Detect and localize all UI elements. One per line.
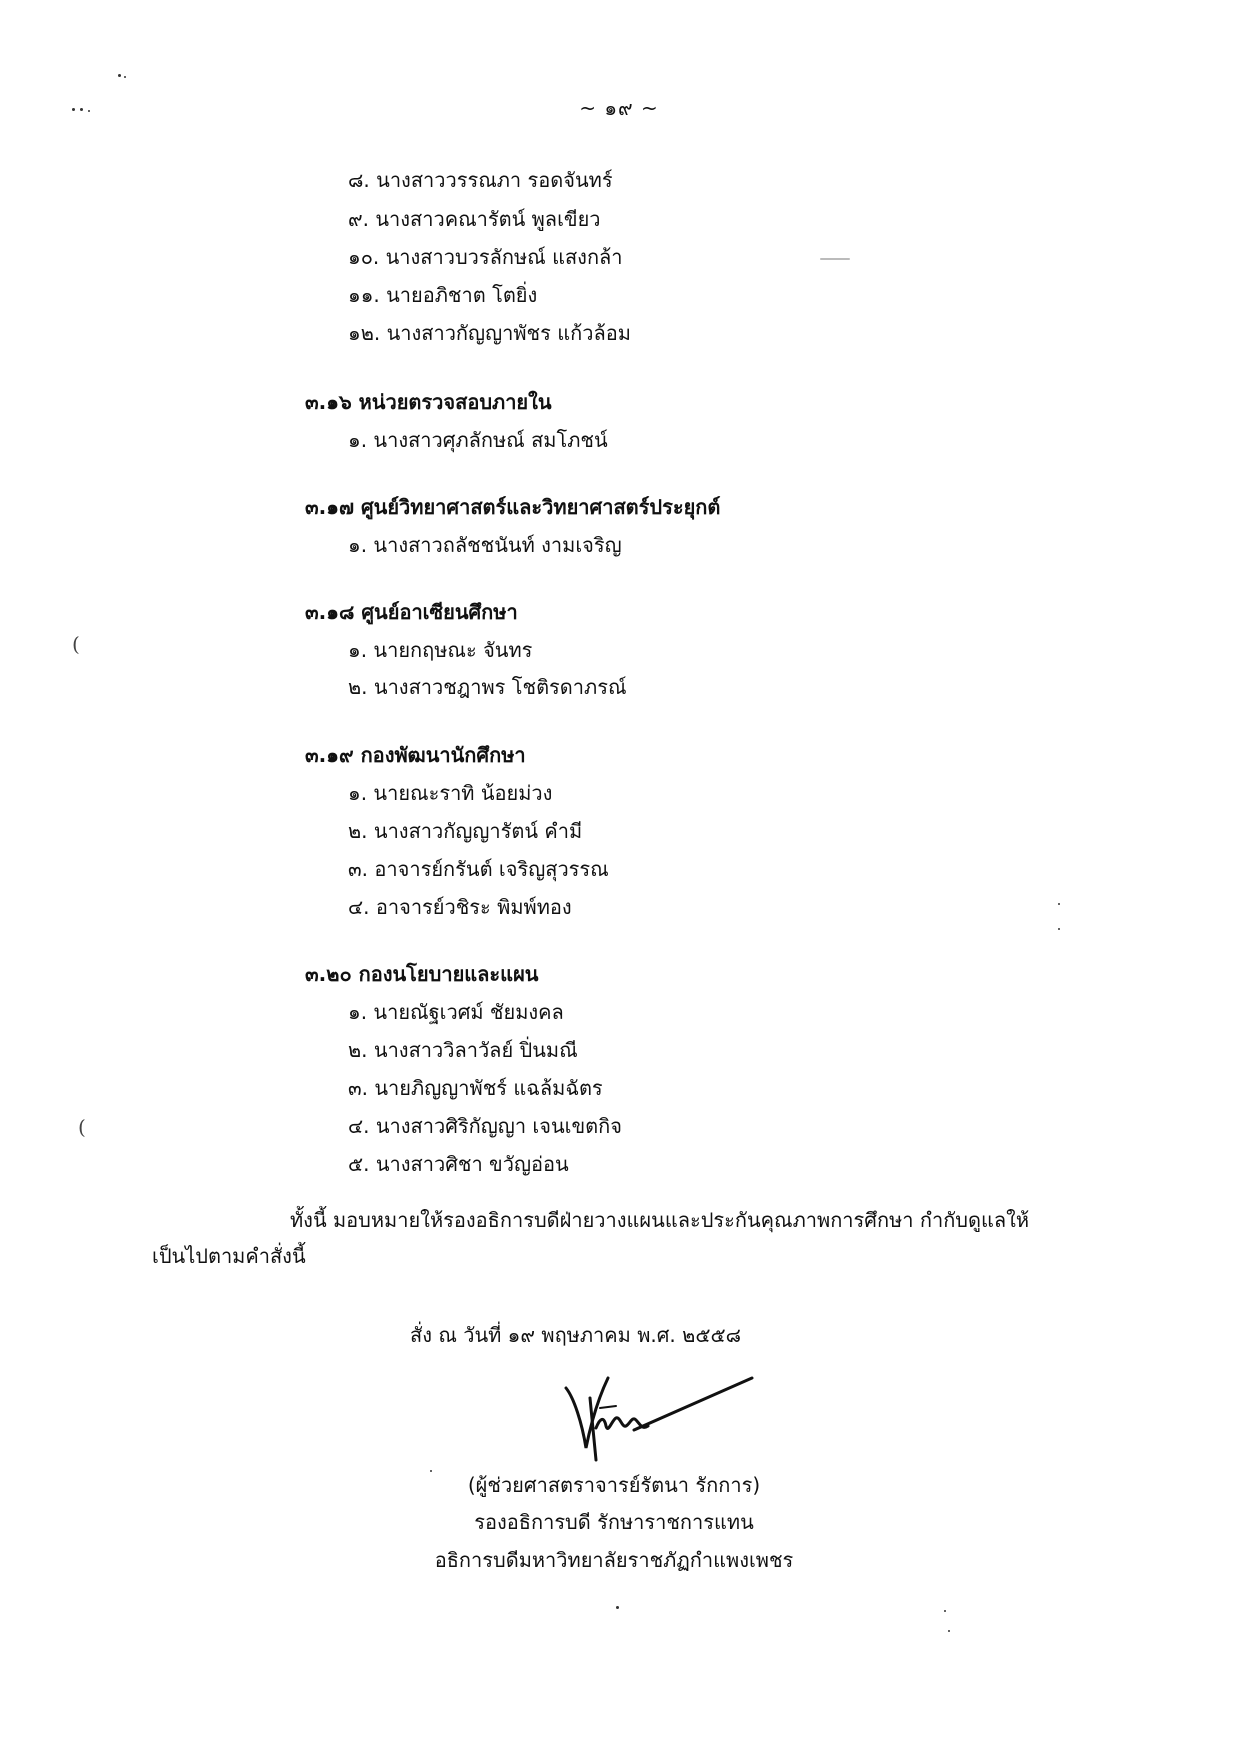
section-heading: ๓.๑๖ หน่วยตรวจสอบภายใน — [305, 390, 552, 414]
list-item: ๒. นางสาววิลาวัลย์ ปิ่นมณี — [348, 1038, 578, 1062]
section-heading: ๓.๒๐ กองนโยบายและแผน — [305, 962, 539, 986]
scan-speck — [1058, 928, 1060, 930]
list-item: ๑. นางสาวศุภลักษณ์ สมโภชน์ — [348, 428, 608, 452]
scan-bracket-mark: ( — [72, 632, 80, 656]
list-item: ๑๑. นายอภิชาต โตยิ่ง — [348, 283, 538, 307]
list-item: ๒. นางสาวกัญญารัตน์ คำมี — [348, 819, 583, 843]
scan-speck — [1058, 903, 1060, 905]
signatory-title-2: อธิการบดีมหาวิทยาลัยราชภัฏกำแพงเพชร — [434, 1548, 794, 1572]
closing-paragraph-line-1: ทั้งนี้ มอบหมายให้รองอธิการบดีฝ่ายวางแผนและประกันคุณภาพการศึกษา กำกับดูแลให้ — [290, 1208, 1030, 1232]
scan-speck — [430, 1470, 432, 1472]
list-item: ๕. นางสาวศิชา ขวัญอ่อน — [348, 1152, 569, 1176]
list-item: ๑. นายณัฐเวศม์ ชัยมงคล — [348, 1000, 564, 1024]
list-item: ๘. นางสาววรรณภา รอดจันทร์ — [348, 168, 613, 192]
scan-speck — [616, 1606, 619, 1609]
list-item: ๔. อาจารย์วชิระ พิมพ์ทอง — [348, 895, 572, 919]
scan-speck — [820, 258, 850, 260]
list-item: ๑. นายณะราทิ น้อยม่วง — [348, 781, 553, 805]
section-heading: ๓.๑๗ ศูนย์วิทยาศาสตร์และวิทยาศาสตร์ประยุกต์ — [305, 495, 721, 519]
section-heading: ๓.๑๙ กองพัฒนานักศึกษา — [305, 743, 526, 767]
list-item: ๓. นายภิญญาพัชร์ แฉล้มฉัตร — [348, 1076, 603, 1100]
scan-speck — [118, 74, 121, 77]
scan-speck — [944, 1610, 946, 1612]
section-heading: ๓.๑๘ ศูนย์อาเซียนศึกษา — [305, 600, 518, 624]
page-number: ~ ๑๙ ~ — [579, 96, 659, 120]
order-date: สั่ง ณ วันที่ ๑๙ พฤษภาคม พ.ศ. ๒๕๕๘ — [410, 1323, 742, 1347]
closing-paragraph-line-2: เป็นไปตามคำสั่งนี้ — [152, 1244, 306, 1268]
list-item: ๑. นายกฤษณะ จันทร — [348, 638, 533, 662]
list-item: ๑๒. นางสาวกัญญาพัชร แก้วล้อม — [348, 321, 631, 345]
list-item: ๒. นางสาวชฎาพร โชติรดาภรณ์ — [348, 675, 627, 699]
scan-speck — [948, 1630, 950, 1632]
handwritten-signature — [556, 1368, 756, 1478]
list-item: ๑. นางสาวถลัชชนันท์ งามเจริญ — [348, 533, 622, 557]
scan-bracket-mark: ( — [78, 1115, 86, 1139]
signatory-title-1: รองอธิการบดี รักษาราชการแทน — [474, 1510, 754, 1534]
list-item: ๔. นางสาวศิริกัญญา เจนเขตกิจ — [348, 1114, 622, 1138]
scan-speck — [124, 76, 126, 78]
list-item: ๙. นางสาวคณารัตน์ พูลเขียว — [348, 207, 601, 231]
list-item: ๑๐. นางสาวบวรลักษณ์ แสงกล้า — [348, 245, 623, 269]
signatory-name: (ผู้ช่วยศาสตราจารย์รัตนา รักการ) — [467, 1473, 761, 1497]
list-item: ๓. อาจารย์กรันต์ เจริญสุวรรณ — [348, 857, 609, 881]
